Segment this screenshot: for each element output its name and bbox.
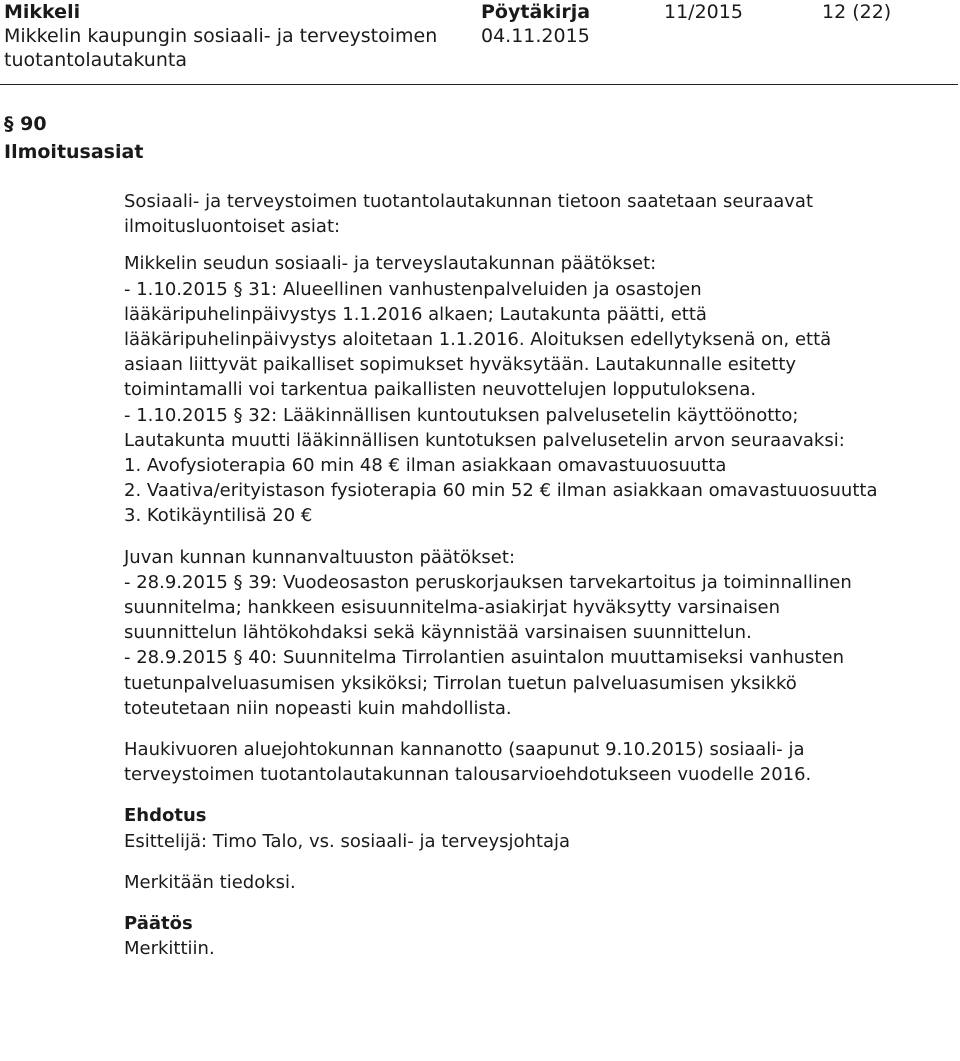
block1-item-32: - 1.10.2015 § 32: Lääkinnällisen kuntoutuksen palvelusetelin käyttöönotto; Lautakunta muutti lääkinnällisen kuntotuksen palvelusetelin arvon seuraavaksi:: [124, 404, 845, 451]
decision-text: Merkittiin.: [124, 938, 215, 960]
org-subtitle-line2: tuotantolautakunta: [4, 49, 187, 71]
block2-item-39: - 28.9.2015 § 39: Vuodeosaston peruskorjauksen tarvekartoitus ja toiminnallinen suunnitelma; hankkeen esisuunnitelma-asiakirjat hyväksytty varsinaisen suunnittelun lähtökohdaksi sekä käynnistää varsinaisen suunnittelun.: [124, 571, 852, 644]
proposal-text: Merkitään tiedoksi.: [124, 871, 296, 893]
decision-heading: Päätös: [124, 913, 193, 935]
proposal-presenter: Esittelijä: Timo Talo, vs. sosiaali- ja terveysjohtaja: [124, 830, 571, 852]
org-name: Mikkeli: [4, 1, 81, 23]
section-body: [124, 189, 884, 961]
page-number: 12 (22): [822, 1, 892, 23]
section-number: § 90: [4, 113, 47, 135]
block2-item-40: - 28.9.2015 § 40: Suunnitelma Tirrolantien asuintalon muuttamiseksi vanhusten tuetunpalveluasumisen yksiköksi; Tirrolan tuetun palveluasumisen yksikkö toteutetaan niin nopeasti kuin mahdollista.: [124, 647, 844, 719]
proposal-heading: Ehdotus: [124, 805, 207, 827]
doc-type: Pöytäkirja: [481, 1, 591, 23]
voucher-line-3: 3. Kotikäyntilisä 20 €: [124, 505, 313, 527]
block3-statement: Haukivuoren aluejohtokunnan kannanotto (saapunut 9.10.2015) sosiaali- ja terveystoimen tuotantolautakunnan talousarvioehdotukseen vuodelle 2016.: [124, 739, 812, 786]
header-divider: [0, 84, 958, 85]
block2-heading: Juvan kunnan kunnanvaltuuston päätökset:: [124, 546, 516, 568]
org-subtitle-line1: Mikkelin kaupungin sosiaali- ja terveystoimen: [4, 25, 438, 47]
voucher-line-1: 1. Avofysioterapia 60 min 48 € ilman asiakkaan omavastuuosuutta: [124, 455, 727, 477]
doc-date: 04.11.2015: [481, 25, 590, 47]
intro-paragraph: Sosiaali- ja terveystoimen tuotantolautakunnan tietoon saatetaan seuraavat ilmoitusluontoiset asiat:: [124, 191, 814, 238]
voucher-line-2: 2. Vaativa/erityistason fysioterapia 60 min 52 € ilman asiakkaan omavastuuosuutta: [124, 480, 878, 502]
block1-item-31: - 1.10.2015 § 31: Alueellinen vanhustenpalveluiden ja osastojen lääkäripuhelinpäivystys 1.1.2016 alkaen; Lautakunta päätti, että lääkäripuhelinpäivystys aloitetaan 1.1.2016. Aloituksen edellytyksenä on, että asiaan liittyvät paikalliset sopimukset hyväksytään. Lautakunnalle esitetty toimintamalli voi tarkentua paikallisten neuvottelujen lopputuloksena.: [124, 278, 832, 401]
document-header: [0, 0, 960, 76]
doc-number: 11/2015: [664, 1, 743, 23]
block1-heading: Mikkelin seudun sosiaali- ja terveyslautakunnan päätökset:: [124, 253, 657, 275]
section-title: Ilmoitusasiat: [4, 141, 144, 163]
